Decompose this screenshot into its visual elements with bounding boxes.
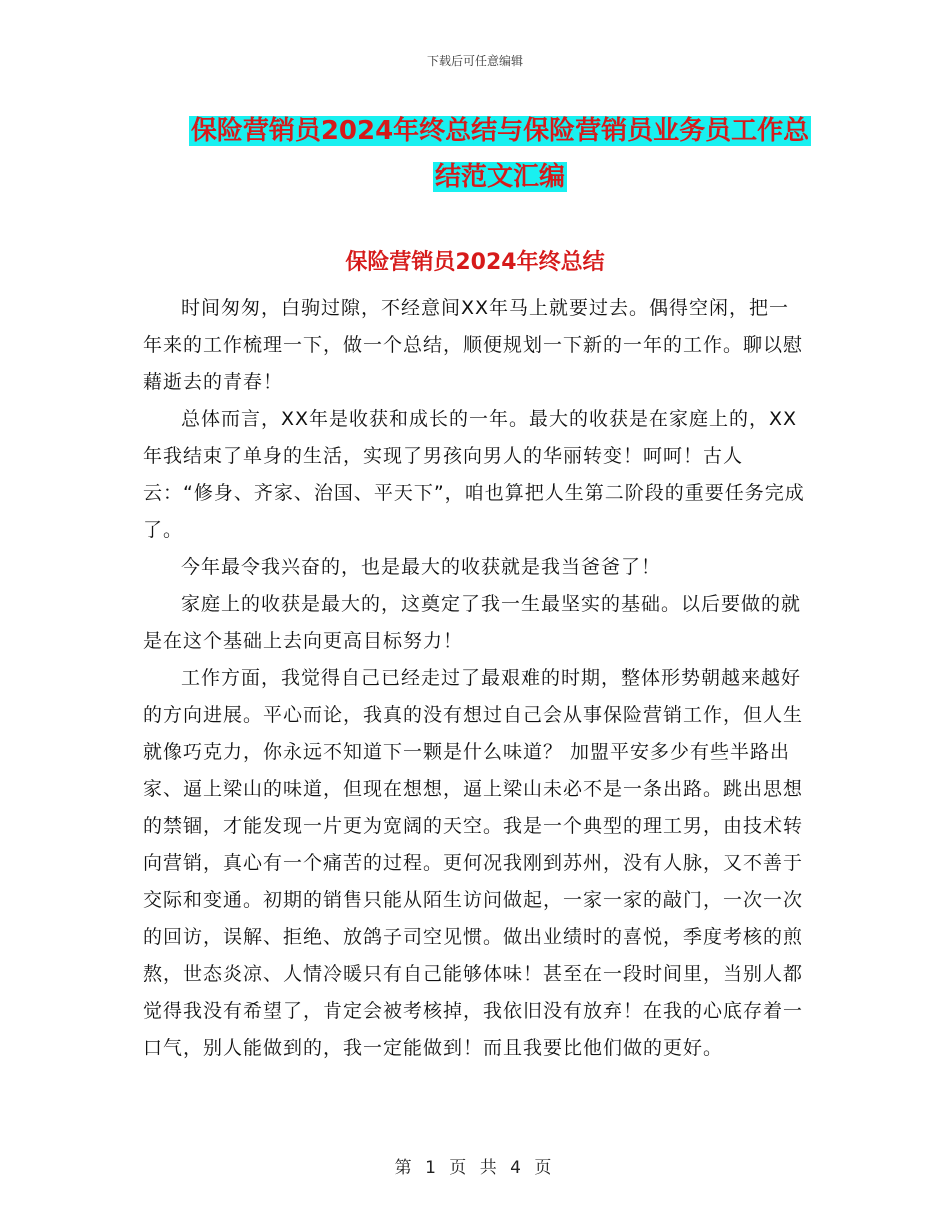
paragraph: 时间匆匆，白驹过隙，不经意间XX年马上就要过去。偶得空闲，把一年来的工作梳理一下，做一个总结，顺便规划一下新的一年的工作。聊以慰藉逝去的青春！ (143, 297, 804, 393)
paragraph: 家庭上的收获是最大的，这奠定了我一生最坚实的基础。以后要做的就是在这个基础上去向更高目标努力！ (143, 593, 802, 652)
body-text (143, 290, 808, 1067)
page-number: 第 1 页 共 4 页 (394, 1158, 556, 1178)
paragraph: 总体而言，XX年是收获和成长的一年。最大的收获是在家庭上的，XX年我结束了单身的生活，实现了男孩向男人的华丽转变！呵呵！古人云：“修身、齐家、治国、平天下”，咱也算把人生第二阶段的重要任务完成了。 (143, 408, 805, 541)
document-title-line1: 保险营销员2024年终总结与保险营销员业务员工作总 (190, 116, 810, 146)
section-title: 保险营销员2024年终总结 (345, 250, 605, 275)
paragraph: 今年最令我兴奋的，也是最大的收获就是我当爸爸了！ (181, 556, 662, 578)
document-title-line2: 结范文汇编 (434, 162, 565, 192)
header-note: 下载后可任意编辑 (426, 54, 523, 68)
paragraph: 工作方面，我觉得自己已经走过了最艰难的时期，整体形势朝越来越好的方向进展。平心而论，我真的没有想过自己会从事保险营销工作，但人生就像巧克力，你永远不知道下一颗是什么味道？ 加盟平安多少有些半路出家、逼上梁山的味道，但现在想想，逼上梁山未必不是一条出路。跳出思想的禁锢，才能发现一片更为宽阔的天空。我是一个典型的理工男，由技术转向营销，真心有一个痛苦的过程。更何况我刚到苏州，没有人脉，又不善于交际和变通。初期的销售只能从陌生访问做起，一家一家的敲门，一次一次的回访，误解、拒绝、放鸽子司空见惯。做出业绩时的喜悦，季度考核的煎熬，世态炎凉、人情冷暖只有自己能够体味！甚至在一段时间里，当别人都觉得我没有希望了，肯定会被考核掉，我依旧没有放弃！在我的心底存着一口气，别人能做到的，我一定能做到！而且我要比他们做的更好。 (143, 667, 804, 1059)
document-title (140, 108, 860, 200)
